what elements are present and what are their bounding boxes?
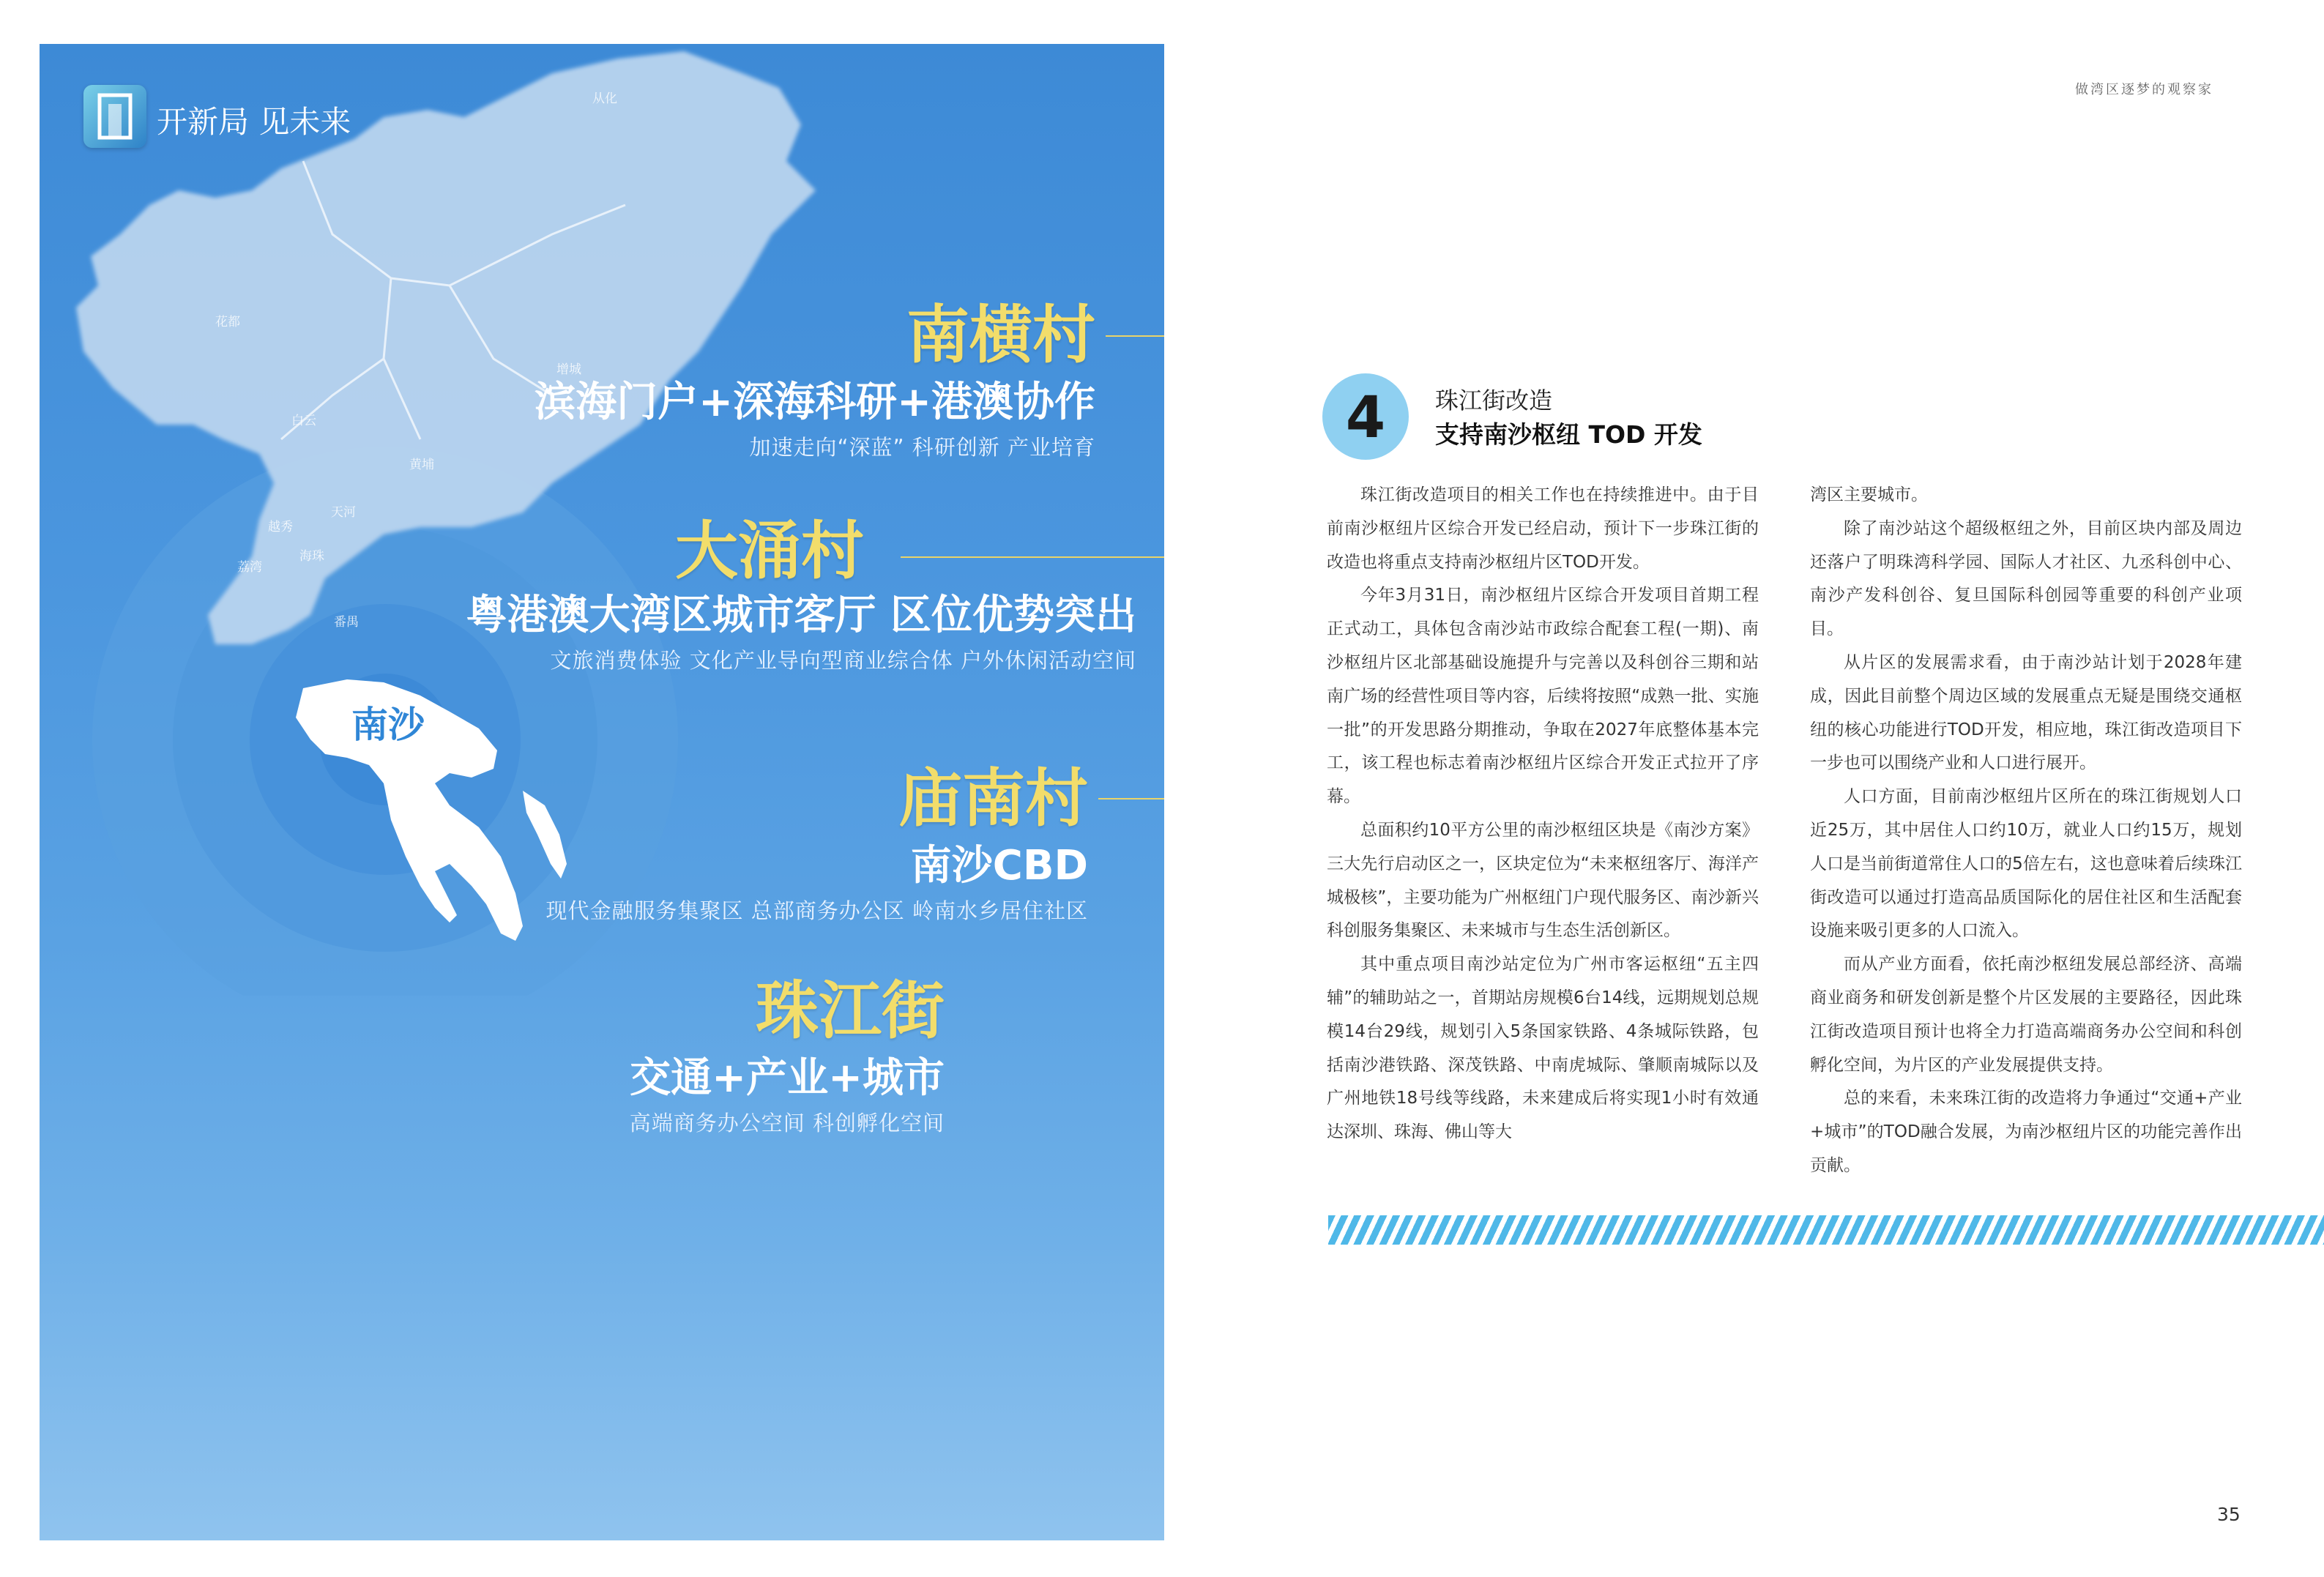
village-rule-miaonan (1098, 798, 1164, 799)
village-headline: 粤港澳大湾区城市客厅 区位优势突出 (466, 592, 1136, 639)
map-place-haizhu: 海珠 (299, 549, 324, 564)
village-name: 大涌村 (675, 514, 864, 588)
section-heading (1322, 373, 1981, 461)
village-tags: 加速走向“深蓝” 科研创新 产业培育 (749, 434, 1095, 460)
village-block-miaonan (356, 761, 1088, 925)
logo-text: 开新局 见未来 (157, 104, 351, 140)
village-tags: 高端商务办公空间 科创孵化空间 (629, 1110, 945, 1136)
map-place-zengcheng: 增城 (556, 362, 581, 377)
paragraph: 人口方面，目前南沙枢纽片区所在的珠江街规划人口近25万，其中居住人口约10万，就业人口约15万，规划人口是当前街道常住人口的5倍左右，这也意味着后续珠江街改造可以通过打造高品质国际化的居住社区和生活配套设施来吸引更多的人口流入。 (1810, 787, 2242, 941)
map-place-tianhe: 天河 (331, 505, 356, 520)
section-number-badge (1322, 373, 1409, 460)
village-tags: 文旅消费体验 文化产业导向型商业综合体 户外休闲活动空间 (550, 647, 1136, 673)
village-block-dayong (185, 514, 1136, 674)
map-place-panyu: 番禺 (334, 615, 359, 630)
paragraph: 而从产业方面看，依托南沙枢纽发展总部经济、高端商业商务和研发创新是整个片区发展的主要路径，因此珠江街改造项目预计也将全力打造高端商务办公空间和科创孵化空间，为片区的产业发展提供支持。 (1810, 955, 2242, 1075)
village-name: 庙南村 (899, 761, 1088, 835)
map-place-liwan: 荔湾 (237, 560, 262, 575)
paragraph: 今年3月31日，南沙枢纽片区综合开发项目首期工程正式动工，具体包含南沙站市政综合配套工程(一期)、南沙枢纽片区北部基础设施提升与完善以及科创谷三期和站南广场的经营性项目等内容，后续将按照“成熟一批、实施一批”的开发思路分期推动，争取在2027年底整体基本完工，该工程也标志着南沙枢纽片区综合开发正式拉开了序幕。 (1327, 586, 1759, 807)
paragraph-continuation: 湾区主要城市。 (1810, 485, 1928, 504)
map-place-baiyun: 白云 (291, 414, 316, 428)
map-place-huadu: 花都 (215, 315, 240, 329)
paragraph: 总面积约10平方公里的南沙枢纽区块是《南沙方案》三大先行启动区之一，区块定位为“未来枢纽客厅、海洋产城极核”，主要功能为广州枢纽门户现代服务区、南沙新兴科创服务集聚区、未来城市与生态生活创新区。 (1327, 820, 1759, 941)
village-name: 珠江街 (756, 974, 945, 1048)
magazine-column-logo (83, 85, 816, 151)
village-block-nanheng (290, 298, 1095, 461)
body-column-left (1327, 479, 1759, 1149)
village-block-zhujiang (286, 974, 945, 1137)
paragraph: 珠江街改造项目的相关工作也在持续推进中。由于目前南沙枢纽片区综合开发已经启动，预计下一步珠江街的改造也将重点支持南沙枢纽片区TOD开发。 (1327, 485, 1759, 572)
paragraph: 除了南沙站这个超级枢纽之外，目前区块内部及周边还落户了明珠湾科学园、国际人才社区、九丞科创中心、南沙产发科创谷、复旦国际科创园等重要的科创产业项目。 (1810, 518, 2242, 639)
logo-icon (83, 85, 146, 148)
village-headline: 交通+产业+城市 (630, 1054, 945, 1102)
decorative-stripe-bar (1328, 1215, 2324, 1245)
village-rule-dayong (901, 556, 1164, 558)
paragraph: 从片区的发展需求看，由于南沙站计划于2028年建成，因此目前整个周边区域的发展重点无疑是围绕交通枢纽的核心功能进行TOD开发，相应地，珠江街改造项目下一步也可以围绕产业和人口进行展开。 (1810, 652, 2242, 773)
left-page-panel (40, 44, 1164, 1540)
village-headline: 滨海门户+深海科研+港澳协作 (535, 379, 1095, 426)
village-name: 南横村 (906, 298, 1095, 372)
map-place-huangpu: 黄埔 (409, 458, 434, 472)
section-subtitle: 支持南沙枢纽 TOD 开发 (1435, 420, 1702, 449)
village-rule-nanheng (1106, 335, 1164, 337)
page-number: 35 (2217, 1504, 2241, 1525)
paragraph: 总的来看，未来珠江街的改造将力争通过“交通+产业+城市”的TOD融合发展，为南沙枢纽片区的功能完善作出贡献。 (1810, 1089, 2242, 1175)
village-tags: 现代金融服务集聚区 总部商务办公区 岭南水乡居住社区 (545, 898, 1088, 923)
paragraph: 其中重点项目南沙站定位为广州市客运枢纽“五主四辅”的辅助站之一，首期站房规模6台14线，远期规划总规模14台29线，规划引入5条国家铁路、4条城际铁路，包括南沙港铁路、深茂铁路、中南虎城际、肇顺南城际以及广州地铁18号线等线路，未来建成后将实现1小时有效通达深圳、珠海、佛山等大 (1327, 955, 1759, 1142)
village-headline: 南沙CBD (910, 842, 1088, 890)
page-header-slogan: 做湾区逐梦的观察家 (2075, 82, 2213, 97)
map-place-conghua: 从化 (592, 92, 617, 106)
section-number: 4 (1345, 385, 1386, 451)
map-place-yuexiu: 越秀 (268, 520, 293, 534)
section-title: 珠江街改造 (1435, 387, 1553, 414)
nansha-label: 南沙 (351, 703, 425, 746)
body-column-right (1810, 479, 2242, 1183)
